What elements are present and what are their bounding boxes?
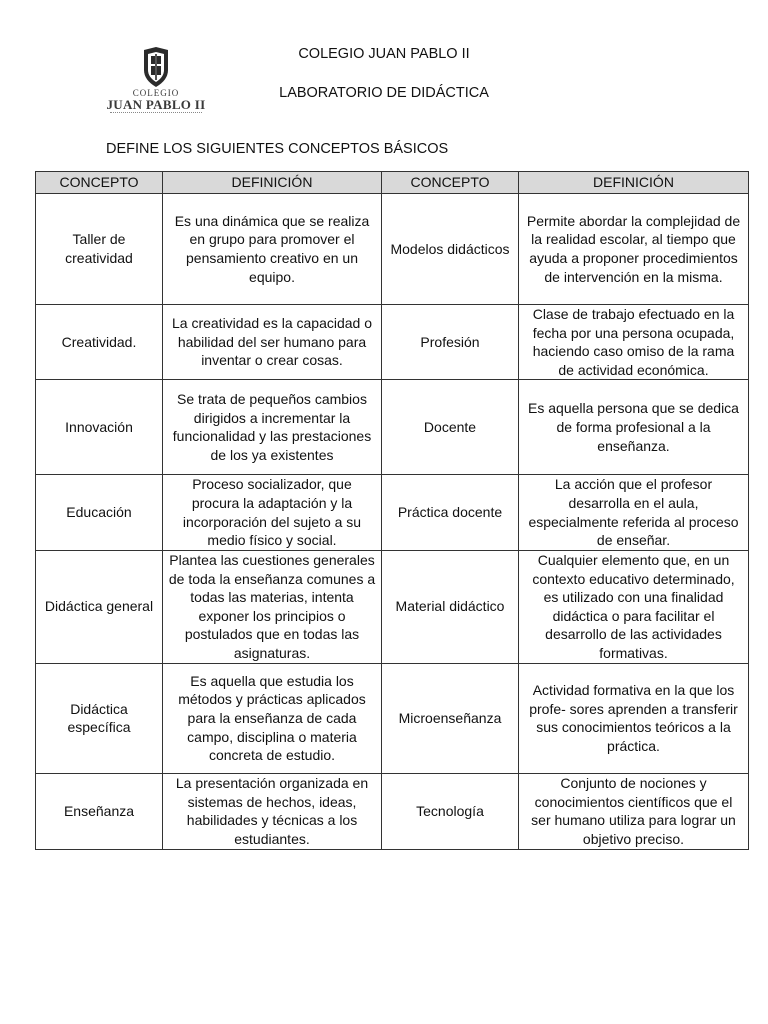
concept-cell: Educación bbox=[36, 475, 163, 550]
definition-cell: Actividad formativa en la que los profe- sores aprenden a transferir sus conocimientos teóricos a la práctica. bbox=[519, 663, 749, 773]
concept-cell: Didáctica específica bbox=[36, 663, 163, 773]
definition-cell: Es aquella que estudia los métodos y prácticas aplicados para la enseñanza de cada campo, disciplina o materia concreta de estudio. bbox=[163, 663, 382, 773]
table-row bbox=[36, 773, 749, 849]
table-row bbox=[36, 550, 749, 663]
school-logo bbox=[106, 46, 206, 118]
concept-cell: Microenseñanza bbox=[382, 663, 519, 773]
concept-cell: Creatividad. bbox=[36, 305, 163, 380]
instruction-heading: DEFINE LOS SIGUIENTES CONCEPTOS BÁSICOS bbox=[106, 141, 449, 157]
logo-school-name: JUAN PABLO II bbox=[106, 97, 206, 112]
definition-cell: Es una dinámica que se realiza en grupo para promover el pensamiento creativo en un equipo. bbox=[163, 194, 382, 305]
definition-cell: La creatividad es la capacidad o habilidad del ser humano para inventar o crear cosas. bbox=[163, 305, 382, 380]
concept-cell: Docente bbox=[382, 380, 519, 475]
concept-cell: Enseñanza bbox=[36, 773, 163, 849]
header-concept-2: CONCEPTO bbox=[382, 172, 519, 194]
concept-cell: Innovación bbox=[36, 380, 163, 475]
lab-title: LABORATORIO DE DIDÁCTICA bbox=[279, 85, 489, 101]
concept-cell: Modelos didácticos bbox=[382, 194, 519, 305]
concept-cell: Tecnología bbox=[382, 773, 519, 849]
header-definition-2: DEFINICIÓN bbox=[519, 172, 749, 194]
table-row bbox=[36, 663, 749, 773]
shield-crest-icon bbox=[140, 46, 172, 88]
concept-cell: Taller de creatividad bbox=[36, 194, 163, 305]
concept-cell: Didáctica general bbox=[36, 550, 163, 663]
table-row bbox=[36, 194, 749, 305]
logo-top-text: COLEGIO bbox=[132, 88, 180, 98]
header-concept-1: CONCEPTO bbox=[36, 172, 163, 194]
concept-cell: Material didáctico bbox=[382, 550, 519, 663]
definition-cell: Es aquella persona que se dedica de forma profesional a la enseñanza. bbox=[519, 380, 749, 475]
definition-cell: Se trata de pequeños cambios dirigidos a incrementar la funcionalidad y las prestaciones de los ya existentes bbox=[163, 380, 382, 475]
logo-motto-line bbox=[110, 112, 202, 115]
table-row bbox=[36, 475, 749, 550]
table-header-row bbox=[36, 172, 749, 194]
definition-cell: Proceso socializador, que procura la adaptación y la incorporación del sujeto a su medio físico y social. bbox=[163, 475, 382, 550]
definition-cell: La presentación organizada en sistemas de hechos, ideas, habilidades y técnicas a los estudiantes. bbox=[163, 773, 382, 849]
definition-cell: Permite abordar la complejidad de la realidad escolar, al tiempo que ayuda a proponer procedimientos de intervención en la misma. bbox=[519, 194, 749, 305]
header-definition-1: DEFINICIÓN bbox=[163, 172, 382, 194]
school-title: COLEGIO JUAN PABLO II bbox=[298, 46, 470, 62]
definition-cell: Conjunto de nociones y conocimientos científicos que el ser humano utiliza para lograr un objetivo preciso. bbox=[519, 773, 749, 849]
table-row bbox=[36, 380, 749, 475]
concept-cell: Práctica docente bbox=[382, 475, 519, 550]
table-row bbox=[36, 305, 749, 380]
definition-cell: Clase de trabajo efectuado en la fecha por una persona ocupada, haciendo caso omiso de la rama de actividad económica. bbox=[519, 305, 749, 380]
definition-cell: Plantea las cuestiones generales de toda la enseñanza comunes a todas las materias, intenta exponer los principios o postulados que en todas las asignaturas. bbox=[163, 550, 382, 663]
definition-cell: Cualquier elemento que, en un contexto educativo determinado, es utilizado con una finalidad didáctica o para facilitar el desarrollo de las actividades formativas. bbox=[519, 550, 749, 663]
concepts-table bbox=[35, 171, 749, 850]
concept-cell: Profesión bbox=[382, 305, 519, 380]
definition-cell: La acción que el profesor desarrolla en el aula, especialmente referida al proceso de enseñar. bbox=[519, 475, 749, 550]
